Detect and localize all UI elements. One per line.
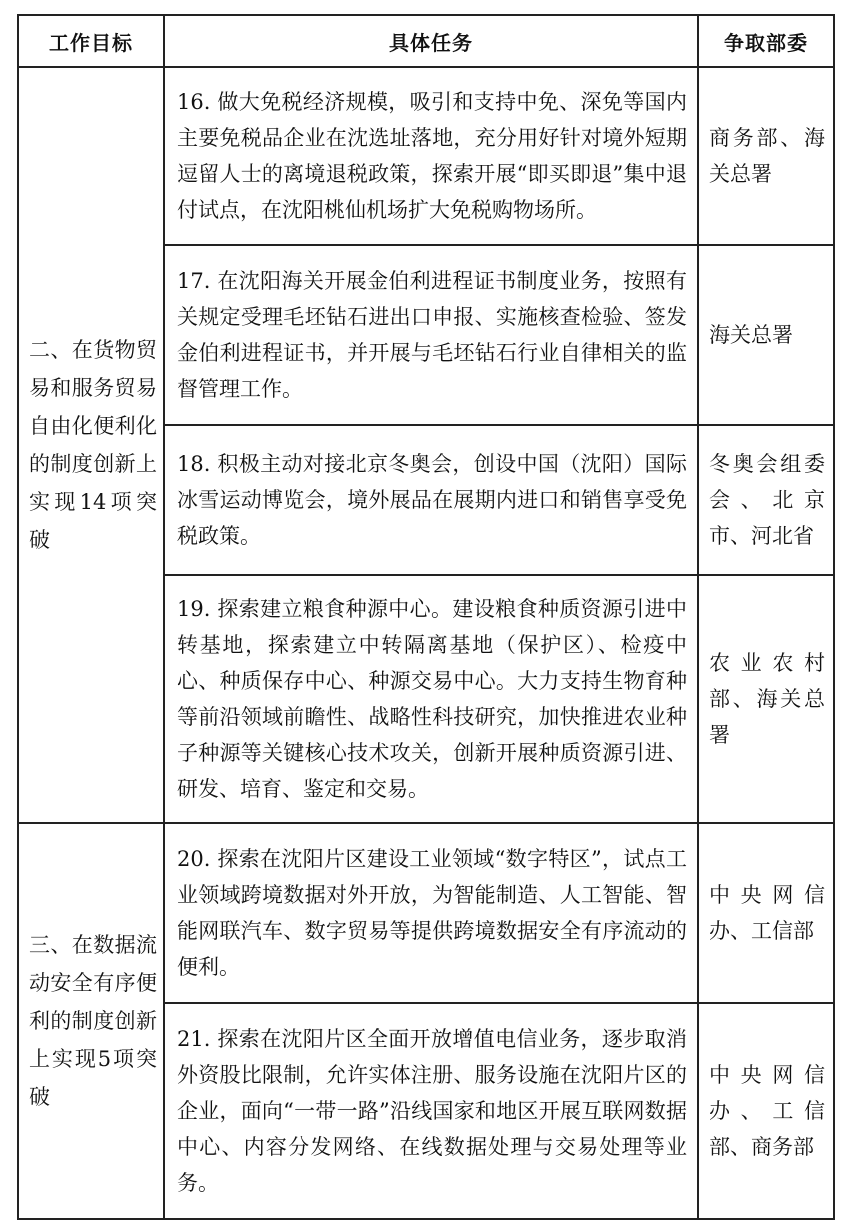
- header-row: [18, 15, 834, 67]
- header-goal: 工作目标: [18, 15, 164, 67]
- table-row: [18, 823, 834, 1003]
- dept-cell-21: 中央网信办、工信部、商务部: [698, 1003, 834, 1219]
- dept-cell-19: 农业农村部、海关总署: [698, 575, 834, 823]
- dept-cell-16: 商务部、海关总署: [698, 67, 834, 245]
- tasks-table: [17, 14, 835, 1220]
- dept-cell-20: 中央网信办、工信部: [698, 823, 834, 1003]
- task-cell-17: 17. 在沈阳海关开展金伯利进程证书制度业务，按照有关规定受理毛坯钻石进出口申报、实施核查检验、签发金伯利进程证书，并开展与毛坯钻石行业自律相关的监督管理工作。: [164, 245, 698, 425]
- task-cell-20: 20. 探索在沈阳片区建设工业领域“数字特区”，试点工业领域跨境数据对外开放，为智能制造、人工智能、智能网联汽车、数字贸易等提供跨境数据安全有序流动的便利。: [164, 823, 698, 1003]
- task-cell-16: 16. 做大免税经济规模，吸引和支持中免、深免等国内主要免税品企业在沈选址落地，充分用好针对境外短期逗留人士的离境退税政策，探索开展“即买即退”集中退付试点，在沈阳桃仙机场扩大免税购物场所。: [164, 67, 698, 245]
- task-cell-19: 19. 探索建立粮食种源中心。建设粮食种质资源引进中转基地，探索建立中转隔离基地（保护区）、检疫中心、种质保存中心、种源交易中心。大力支持生物育种等前沿领域前瞻性、战略性科技研究，加快推进农业种子种源等关键核心技术攻关，创新开展种质资源引进、研发、培育、鉴定和交易。: [164, 575, 698, 823]
- table-body: [18, 67, 834, 1219]
- dept-cell-18: 冬奥会组委会、北京市、河北省: [698, 425, 834, 575]
- table-header: [18, 15, 834, 67]
- task-cell-21: 21. 探索在沈阳片区全面开放增值电信业务，逐步取消外资股比限制，允许实体注册、服务设施在沈阳片区的企业，面向“一带一路”沿线国家和地区开展互联网数据中心、内容分发网络、在线数据处理与交易处理等业务。: [164, 1003, 698, 1219]
- header-task: 具体任务: [164, 15, 698, 67]
- task-cell-18: 18. 积极主动对接北京冬奥会，创设中国（沈阳）国际冰雪运动博览会，境外展品在展期内进口和销售享受免税政策。: [164, 425, 698, 575]
- table-row: [18, 67, 834, 245]
- header-dept: 争取部委: [698, 15, 834, 67]
- goal-cell-trade: 二、在货物贸易和服务贸易自由化便利化的制度创新上实现14项突破: [18, 67, 164, 823]
- dept-cell-17: 海关总署: [698, 245, 834, 425]
- goal-cell-data: 三、在数据流动安全有序便利的制度创新上实现5项突破: [18, 823, 164, 1219]
